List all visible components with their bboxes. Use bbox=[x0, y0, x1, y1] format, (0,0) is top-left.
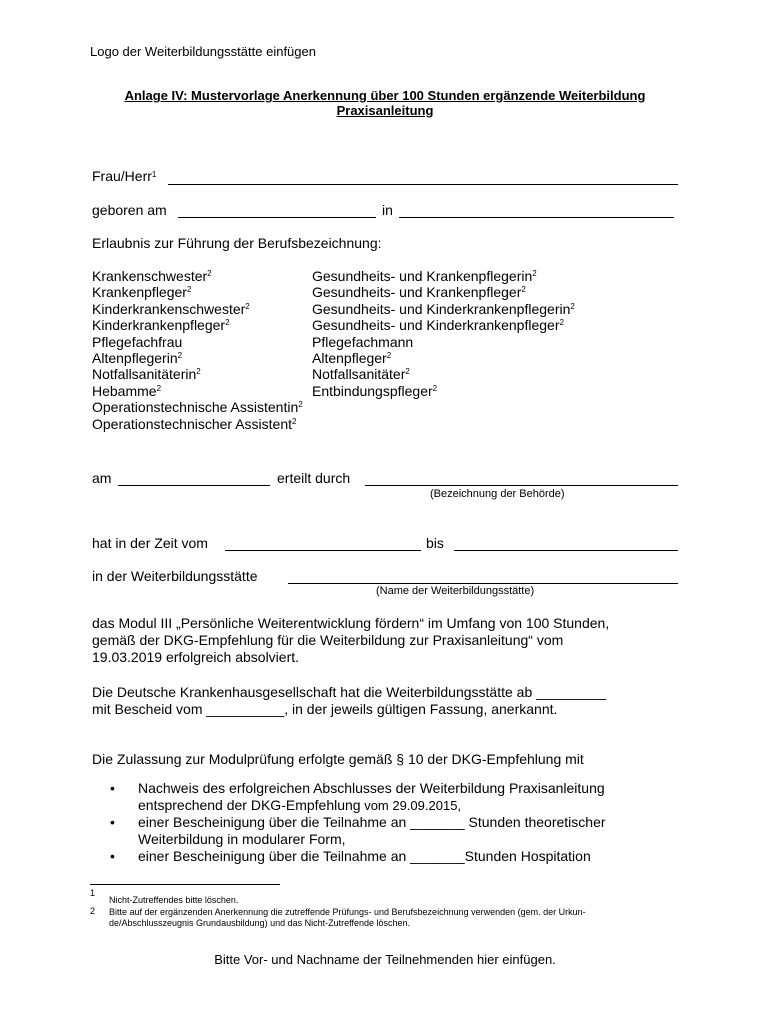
footnote-separator bbox=[90, 884, 280, 885]
institution-field-line[interactable] bbox=[288, 570, 678, 584]
modul-text-line-2: gemäß der DKG-Empfehlung für die Weiterbildung zur Praxisanleitung“ vom bbox=[92, 632, 564, 648]
period-to-field-line[interactable] bbox=[454, 537, 678, 551]
logo-placeholder-note: Logo der Weiterbildungsstätte einfügen bbox=[90, 44, 316, 59]
period-from-field-line[interactable] bbox=[225, 537, 421, 551]
footnote-1-text: Nicht-Zutreffendes bitte löschen. bbox=[109, 895, 239, 905]
weiterbildungsstaette-label: in der Weiterbildungsstätte bbox=[92, 568, 258, 584]
list-item: • einer Bescheinigung über die Teilnahme an _______ Stunden theoretischer Weiterbildung in modularer Form, bbox=[110, 814, 690, 848]
profession-item: Gesundheits- und Kinderkrankenpflegerin$^2$ bbox=[312, 300, 575, 317]
bis-label: bis bbox=[426, 535, 444, 551]
profession-item: Notfallsanitäterin$^2$ bbox=[92, 366, 201, 383]
profession-item: Kinderkrankenpfleger$^2$ bbox=[92, 317, 230, 334]
dkg-text-line-2: mit Bescheid vom __________, in der jeweils gültigen Fassung, anerkannt. bbox=[92, 701, 558, 717]
modul-text-line-3: 19.03.2019 erfolgreich absolviert. bbox=[92, 649, 300, 665]
frau-herr-label: Frau/Herr$^1$ bbox=[92, 168, 157, 184]
footnote-1-number: 1 bbox=[90, 888, 96, 898]
profession-item: Altenpfleger$^2$ bbox=[312, 349, 392, 366]
profession-item: Krankenschwester$^2$ bbox=[92, 268, 212, 284]
list-item: • einer Bescheinigung über die Teilnahme an _______Stunden Hospitation bbox=[110, 848, 690, 865]
title-line-2: Praxisanleitung bbox=[336, 103, 434, 118]
footnote-2-text-line-2: de/Abschlusszeugnis Grundausbildung) und das Nicht-Zutreffende löschen. bbox=[109, 918, 411, 928]
participant-name-note: Bitte Vor- und Nachname der Teilnehmenden hier einfügen. bbox=[214, 952, 556, 967]
name-field-line[interactable] bbox=[168, 171, 678, 185]
profession-item: Pflegefachmann bbox=[312, 333, 414, 350]
zeit-vom-label: hat in der Zeit vom bbox=[92, 535, 208, 551]
erlaubnis-label: Erlaubnis zur Führung der Berufsbezeichnung: bbox=[92, 235, 382, 251]
profession-item: Altenpflegerin$^2$ bbox=[92, 349, 183, 366]
am-label: am bbox=[92, 470, 112, 486]
footnote-2-text-line-1: Bitte auf der ergänzenden Anerkennung die zutreffende Prüfungs- und Berufsbezeichnung verwenden (gem. der Urkun- bbox=[109, 907, 586, 917]
zulassung-text: Die Zulassung zur Modulprüfung erfolgte gemäß § 10 der DKG-Empfehlung mit bbox=[92, 751, 584, 767]
title-line-1: Anlage IV: Mustervorlage Anerkennung über 100 Stunden ergänzende Weiterbildung bbox=[124, 88, 646, 103]
modul-text-line-1: das Modul III „Persönliche Weiterentwicklung fördern“ im Umfang von 100 Stunden, bbox=[92, 615, 610, 631]
requirements-list bbox=[110, 780, 690, 865]
profession-item: Operationstechnische Assistentin$^2$ bbox=[92, 399, 303, 416]
birth-date-field-line[interactable] bbox=[178, 204, 376, 218]
profession-item: Pflegefachfrau bbox=[92, 333, 183, 350]
birthplace-field-line[interactable] bbox=[399, 204, 674, 218]
profession-item: Gesundheits- und Krankenpflegerin$^2$ bbox=[312, 268, 537, 284]
profession-item: Krankenpfleger$^2$ bbox=[92, 284, 192, 301]
profession-item: Hebamme$^2$ bbox=[92, 382, 162, 399]
profession-item: Entbindungspfleger$^2$ bbox=[312, 382, 438, 399]
profession-item: Operationstechnischer Assistent$^2$ bbox=[92, 415, 297, 432]
geboren-am-label: geboren am bbox=[92, 202, 167, 218]
profession-item: Gesundheits- und Kinderkrankenpfleger$^2$ bbox=[312, 317, 564, 334]
institution-caption: (Name der Weiterbildungsstätte) bbox=[376, 585, 535, 597]
footnote-2-number: 2 bbox=[90, 906, 96, 916]
footnote-ref-1: 1 bbox=[151, 170, 157, 179]
profession-item: Kinderkrankenschwester$^2$ bbox=[92, 300, 250, 317]
erteilt-durch-label: erteilt durch bbox=[277, 470, 351, 486]
profession-item: Notfallsanitäter$^2$ bbox=[312, 366, 410, 383]
list-item: • Nachweis des erfolgreichen Abschlusses der Weiterbildung Praxisanleitung entsprechend der DKG-Empfehlung vom 29.09.2015, bbox=[110, 780, 690, 814]
dkg-text-line-1: Die Deutsche Krankenhausgesellschaft hat die Weiterbildungsstätte ab _________ bbox=[92, 684, 607, 700]
birthplace-label: in bbox=[382, 202, 393, 218]
authority-field-line[interactable] bbox=[365, 472, 678, 486]
issue-date-field-line[interactable] bbox=[118, 472, 270, 486]
profession-item: Gesundheits- und Krankenpfleger$^2$ bbox=[312, 284, 526, 301]
professions-left-column bbox=[92, 268, 303, 432]
authority-caption: (Bezeichnung der Behörde) bbox=[430, 488, 565, 500]
professions-right-column bbox=[312, 268, 575, 399]
